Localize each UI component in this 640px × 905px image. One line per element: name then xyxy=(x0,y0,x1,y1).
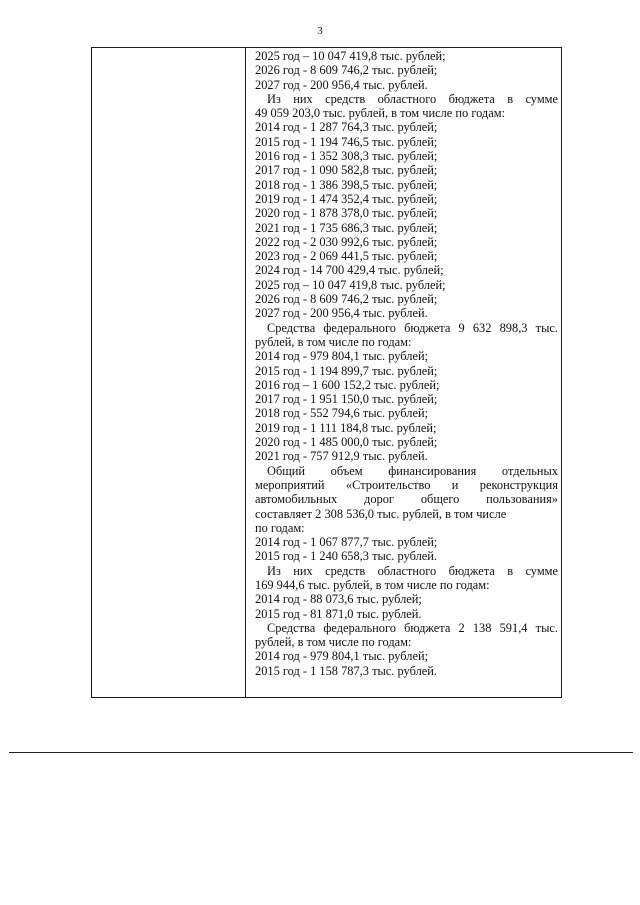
text-line: 2020 год - 1 485 000,0 тыс. рублей; xyxy=(255,435,438,450)
text-line: 169 944,6 тыс. рублей, в том числе по годам: xyxy=(255,577,490,592)
text-line: 2019 год - 1 111 184,8 тыс. рублей; xyxy=(255,420,437,435)
text-line: 49 059 203,0 тыс. рублей, в том числе по годам: xyxy=(255,106,506,121)
text-line: 2023 год - 2 069 441,5 тыс. рублей; xyxy=(255,249,438,264)
text-line: 2014 год - 979 804,1 тыс. рублей; xyxy=(255,649,429,664)
page-number: 3 xyxy=(317,25,323,37)
text-line: 2015 год - 1 194 746,5 тыс. рублей; xyxy=(255,134,438,149)
text-line: Средства федерального бюджета 2 138 591,4 тыс. xyxy=(267,620,558,635)
text-line: Общий объем финансирования отдельных xyxy=(267,463,558,478)
text-line: 2026 год - 8 609 746,2 тыс. рублей; xyxy=(255,292,438,307)
financing-table xyxy=(91,47,562,698)
text-line: 2022 год - 2 030 992,6 тыс. рублей; xyxy=(255,234,438,249)
text-line: 2016 год - 1 352 308,3 тыс. рублей; xyxy=(255,149,438,164)
text-line: 2027 год - 200 956,4 тыс. рублей. xyxy=(255,77,428,92)
text-line: 2014 год - 979 804,1 тыс. рублей; xyxy=(255,349,429,364)
text-line: 2017 год - 1 090 582,8 тыс. рублей; xyxy=(255,163,438,178)
text-line: 2026 год - 8 609 746,2 тыс. рублей; xyxy=(255,63,438,78)
text-line: 2019 год - 1 474 352,4 тыс. рублей; xyxy=(255,191,438,206)
text-line: Из них средств областного бюджета в сумме xyxy=(267,563,558,578)
text-line: автомобильных дорог общего пользования» xyxy=(255,492,558,507)
text-line: Из них средств областного бюджета в сумме xyxy=(267,91,558,106)
text-line: 2014 год - 88 073,6 тыс. рублей; xyxy=(255,592,422,607)
text-line: 2024 год - 14 700 429,4 тыс. рублей; xyxy=(255,263,444,278)
text-line: 2021 год - 757 912,9 тыс. рублей. xyxy=(255,449,428,464)
text-line: 2015 год - 1 194 899,7 тыс. рублей; xyxy=(255,363,438,378)
text-line: рублей, в том числе по годам: xyxy=(255,334,412,349)
text-line: 2021 год - 1 735 686,3 тыс. рублей; xyxy=(255,220,438,235)
text-line: 2025 год – 10 047 419,8 тыс. рублей; xyxy=(255,277,446,292)
text-line: 2018 год - 552 794,6 тыс. рублей; xyxy=(255,406,429,421)
text-line: 2016 год – 1 600 152,2 тыс. рублей; xyxy=(255,377,440,392)
text-line: мероприятий «Строительство и реконструкция xyxy=(255,477,558,492)
text-line: 2015 год - 81 871,0 тыс. рублей. xyxy=(255,606,422,621)
text-line: 2025 год – 10 047 419,8 тыс. рублей; xyxy=(255,49,446,63)
text-line: 2018 год - 1 386 398,5 тыс. рублей; xyxy=(255,177,438,192)
table-right-cell xyxy=(255,49,558,678)
page-bottom-rule xyxy=(9,752,633,753)
text-line: по годам: xyxy=(255,520,305,535)
text-line: 2017 год - 1 951 150,0 тыс. рублей; xyxy=(255,392,438,407)
text-line: 2027 год - 200 956,4 тыс. рублей. xyxy=(255,306,428,321)
text-line: 2014 год - 1 067 877,7 тыс. рублей; xyxy=(255,535,438,550)
text-line: 2020 год - 1 878 378,0 тыс. рублей; xyxy=(255,206,438,221)
text-line: составляет 2 308 536,0 тыс. рублей, в том числе xyxy=(255,506,507,521)
text-line: 2014 год - 1 287 764,3 тыс. рублей; xyxy=(255,120,438,135)
text-line: 2015 год - 1 158 787,3 тыс. рублей. xyxy=(255,663,437,678)
text-line: Средства федерального бюджета 9 632 898,3 тыс. xyxy=(267,320,558,335)
column-divider xyxy=(245,48,246,697)
text-line: 2015 год - 1 240 658,3 тыс. рублей. xyxy=(255,549,437,564)
text-line: рублей, в том числе по годам: xyxy=(255,635,412,650)
